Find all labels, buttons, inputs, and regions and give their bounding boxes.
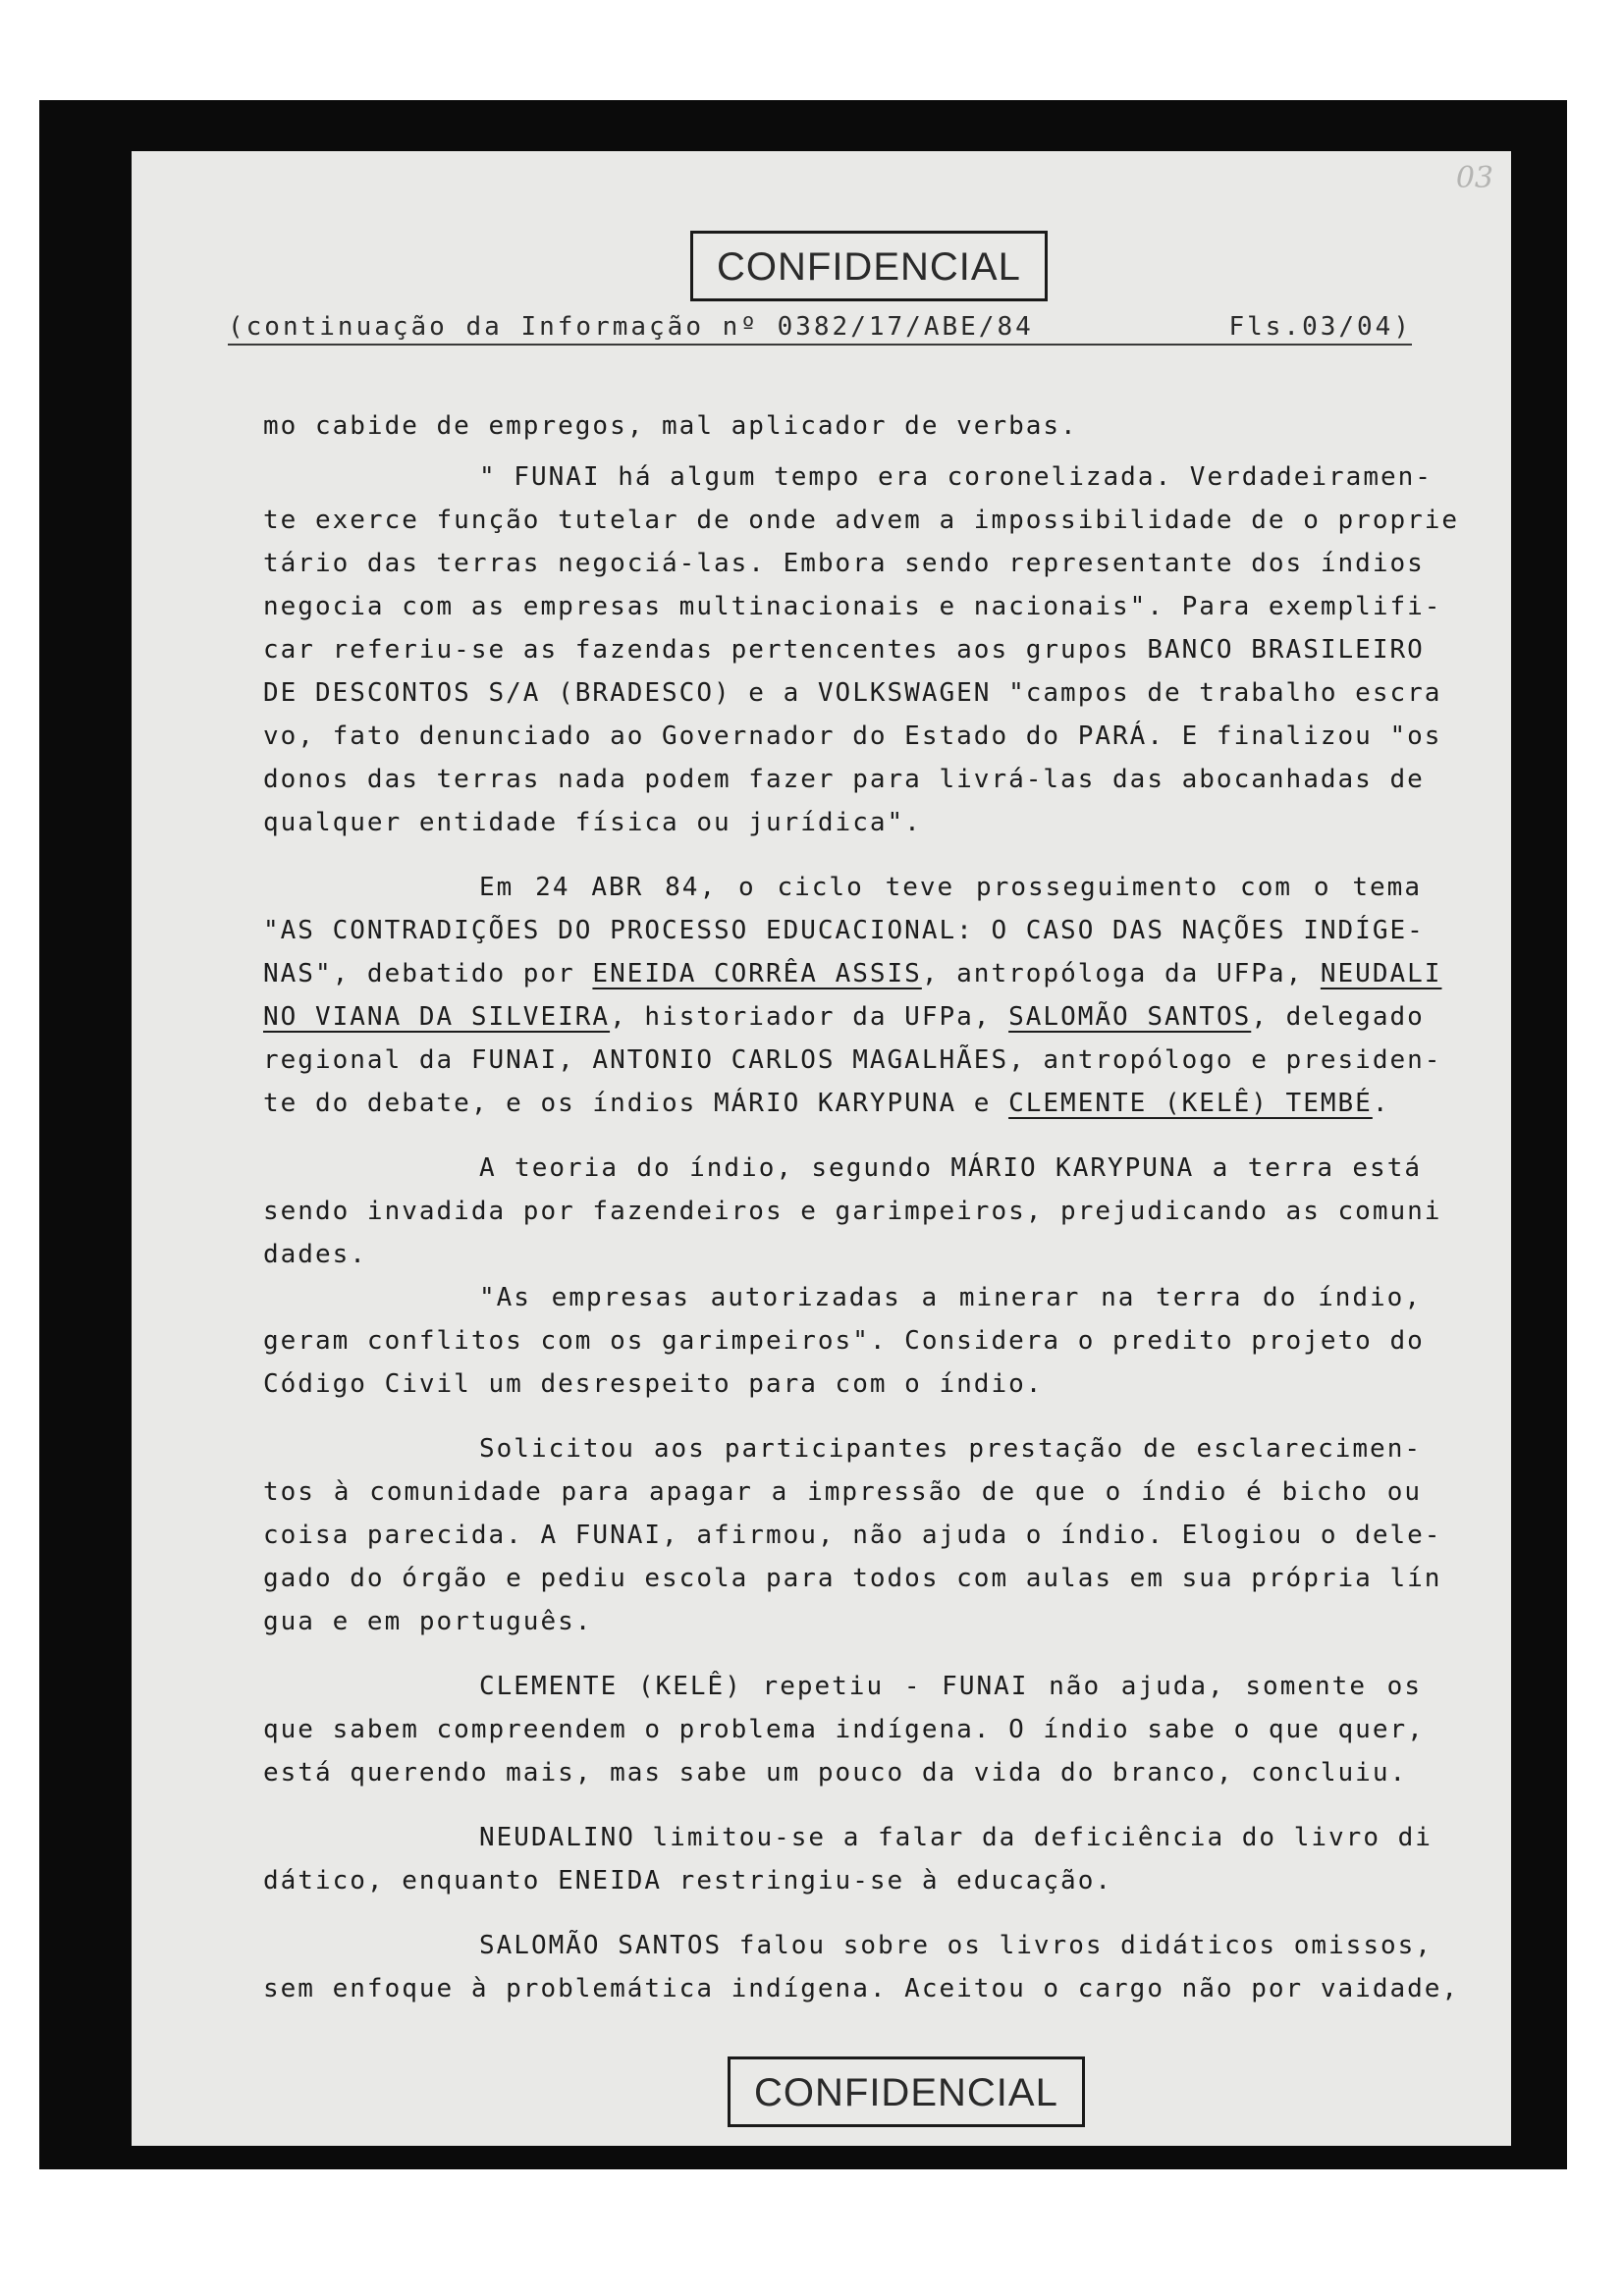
text-line: negocia com as empresas multinacionais e nacionais". Para exemplifi- — [263, 592, 1442, 621]
underlined-name: NO VIANA DA SILVEIRA — [263, 1002, 611, 1032]
scan-frame — [39, 100, 1567, 2169]
text-line: Em 24 ABR 84, o ciclo teve prosseguimento com o tema — [479, 873, 1422, 902]
document-page — [132, 151, 1511, 2146]
text-line: "AS CONTRADIÇÕES DO PROCESSO EDUCACIONAL: O CASO DAS NAÇÕES INDÍGE- — [263, 916, 1425, 945]
header-reference: (continuação da Informação nº 0382/17/ABE/84 — [228, 312, 1034, 342]
text-span: , antropóloga da UFPa, — [921, 959, 1321, 988]
text-line — [263, 995, 1425, 1039]
text-line: A teoria do índio, segundo MÁRIO KARYPUNA a terra está — [479, 1153, 1422, 1183]
text-line: tos à comunidade para apagar a impressão de que o índio é bicho ou — [263, 1477, 1422, 1507]
text-line: " FUNAI há algum tempo era coronelizada. Verdadeiramen- — [479, 462, 1433, 492]
text-line: DE DESCONTOS S/A (BRADESCO) e a VOLKSWAGEN "campos de trabalho escra — [263, 678, 1442, 708]
text-span: NAS", debatido por — [263, 959, 593, 988]
text-line: gado do órgão e pediu escola para todos com aulas em sua própria lín — [263, 1564, 1442, 1593]
text-line — [263, 952, 1442, 995]
text-line: Solicitou aos participantes prestação de esclarecimen- — [479, 1434, 1422, 1464]
text-span: . — [1372, 1089, 1390, 1118]
text-line: coisa parecida. A FUNAI, afirmou, não ajuda o índio. Elogiou o dele- — [263, 1521, 1442, 1550]
text-line: dático, enquanto ENEIDA restringiu-se à educação. — [263, 1866, 1113, 1896]
text-line: regional da FUNAI, ANTONIO CARLOS MAGALHÃES, antropólogo e presiden- — [263, 1045, 1442, 1075]
text-line: sem enfoque à problemática indígena. Aceitou o cargo não por vaidade, — [263, 1974, 1460, 2003]
text-line: está querendo mais, mas sabe um pouco da vida do branco, concluiu. — [263, 1758, 1408, 1788]
underlined-name: NEUDALI — [1320, 959, 1442, 988]
page-number: 03 — [1455, 161, 1493, 195]
text-line: donos das terras nada podem fazer para livrá-las das abocanhadas de — [263, 765, 1425, 794]
underlined-name: CLEMENTE (KELÊ) TEMBÉ — [1008, 1089, 1373, 1118]
text-line: car referiu-se as fazendas pertencentes aos grupos BANCO BRASILEIRO — [263, 635, 1425, 665]
text-line: gua e em português. — [263, 1607, 593, 1636]
text-line: qualquer entidade física ou jurídica". — [263, 808, 922, 837]
text-line: dades. — [263, 1240, 367, 1269]
text-line: vo, fato denunciado ao Governador do Estado do PARÁ. E finalizou "os — [263, 721, 1442, 751]
document-body — [263, 404, 1460, 2010]
text-span: , delegado — [1251, 1002, 1425, 1032]
text-line: NEUDALINO limitou-se a falar da deficiência do livro di — [479, 1823, 1433, 1852]
text-line: geram conflitos com os garimpeiros". Considera o predito projeto do — [263, 1326, 1425, 1356]
text-line — [263, 1082, 1422, 1125]
text-line: mo cabide de empregos, mal aplicador de verbas. — [263, 411, 1078, 441]
text-line: CLEMENTE (KELÊ) repetiu - FUNAI não ajuda, somente os — [479, 1672, 1422, 1701]
text-line: te exerce função tutelar de onde advem a impossibilidade de o proprie — [263, 506, 1460, 535]
underlined-name: ENEIDA CORRÊA ASSIS — [592, 959, 922, 988]
text-line: tário das terras negociá-las. Embora sendo representante dos índios — [263, 549, 1425, 578]
confidential-stamp-top: CONFIDENCIAL — [690, 231, 1048, 301]
text-span: , historiador da UFPa, — [610, 1002, 1009, 1032]
confidential-stamp-bottom: CONFIDENCIAL — [728, 2056, 1085, 2127]
underlined-name: SALOMÃO SANTOS — [1008, 1002, 1252, 1032]
text-line: Código Civil um desrespeito para com o índio. — [263, 1369, 1044, 1399]
text-line: sendo invadida por fazendeiros e garimpeiros, prejudicando as comuni — [263, 1197, 1442, 1226]
text-line: SALOMÃO SANTOS falou sobre os livros didáticos omissos, — [479, 1931, 1433, 1960]
document-header — [228, 312, 1412, 346]
text-line: que sabem compreendem o problema indígena. O índio sabe o que quer, — [263, 1715, 1425, 1744]
header-folio: Fls.03/04) — [1228, 312, 1412, 342]
text-line: "As empresas autorizadas a minerar na terra do índio, — [479, 1283, 1422, 1312]
text-span: te do debate, e os índios MÁRIO KARYPUNA e — [263, 1089, 1009, 1118]
